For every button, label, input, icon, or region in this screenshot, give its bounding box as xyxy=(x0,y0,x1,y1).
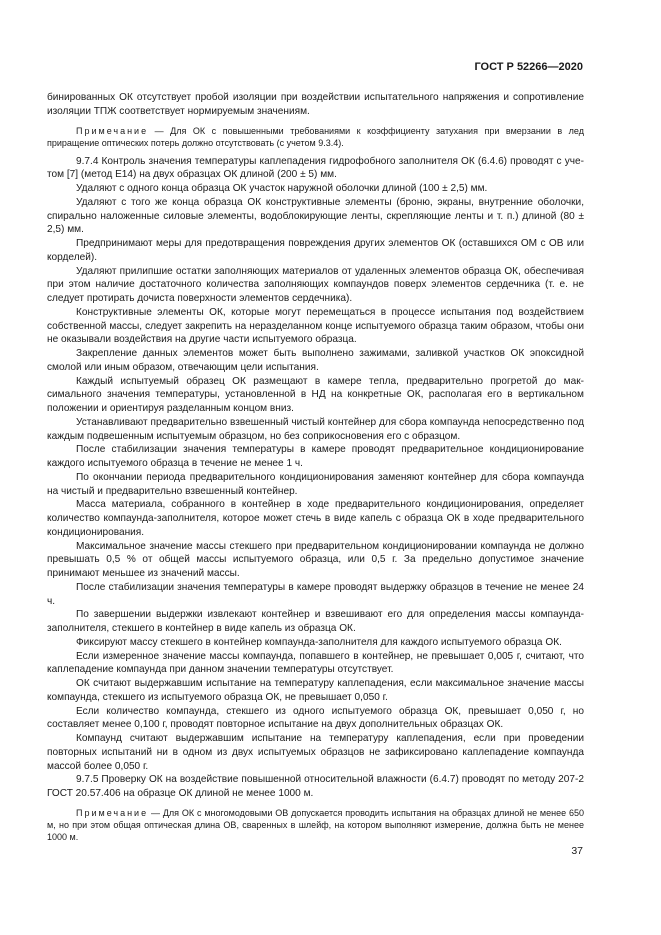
paragraph: Закрепление данных элементов может быть выполнено зажимами, заливкой участков ОК эпоксидной смолой или иным образом, отвечающим цели испытания. xyxy=(47,348,584,373)
standard-header: ГОСТ Р 52266—2020 xyxy=(474,61,583,73)
paragraph: Удаляют с того же конца образца ОК конструктивные элементы (броню, экраны, внутренние оболочки, спирально наложенные силовые элементы, водоблокирующие ленты, скрепляющие ленты и т. п.) длиной (80 ± 2,5) мм. xyxy=(47,196,584,236)
paragraph: Устанавливают предварительно взвешенный чистый контейнер для сбора компаунда непосредственно под каждым подвешенным испытуемым образцом, но без соприкосновения его с образцом. xyxy=(47,416,584,442)
paragraph: Масса материала, собранного в контейнер в ходе предварительного кондиционирования, определяет количество компаунда-заполнителя, которое может стечь в виде капель с образца ОК в ходе предварительного кондиционирования. xyxy=(47,499,584,538)
paragraph: Удаляют прилипшие остатки заполняющих материалов от удаленных элементов образца ОК, обеспечивая при этом наличие достаточного количества заполняющих компаундов поверх элементов сердечника (т. е. не следует протирать дочиста поверхности элементов сердечника). xyxy=(47,265,584,304)
paragraph: Если количество компаунда, стекшего из одного испытуемого образца ОК, превышает 0,050 г, но составляет менее 0,100 г, проводят повторное испытание на двух дополнительных образцах ОК. xyxy=(47,705,584,731)
note-label: Примечание xyxy=(76,125,149,136)
note-text: Для ОК с повышенными требованиями к коэффициенту затухания при вмерзании в лед приращение оптических потерь должно отсутствовать (с учетом 9.3.4). xyxy=(47,125,584,148)
paragraph: Если измеренное значение массы компаунда, попавшего в контейнер, не превышает 0,005 г, считают, что каплепадение компаунда при данном значении температуры отсутствует. xyxy=(47,650,584,676)
paragraph: 9.7.4 Контроль значения температуры каплепадения гидрофобного заполнителя ОК (6.4.6) проводят с учетом [7] (метод Е14) на двух образцах ОК длиной (200 ± 5) мм. xyxy=(47,155,584,181)
paragraph-continuation: бинированных ОК отсутствует пробой изоляции при воздействии испытательного напряжения и сопротивление изоляции ТПЖ соответствует нормируемым значениям. xyxy=(47,92,584,117)
note-1 xyxy=(47,125,584,149)
page-number: 37 xyxy=(571,845,583,857)
paragraph: После стабилизации значения температуры в камере проводят выдержку образцов в течение не менее 24 ч. xyxy=(47,581,584,607)
paragraph: По окончании периода предварительного кондиционирования заменяют контейнер для сбора компаунда на чистый и предварительно взвешенный контейнер. xyxy=(47,471,584,497)
paragraph: Компаунд считают выдержавшим испытание на температуру каплепадения, если при проведении повторных испытаний ни в одном из двух испытуемых образцов не зафиксировано каплепадение компаунда массой более 0,050 г. xyxy=(47,733,584,772)
paragraph: ОК считают выдержавшим испытание на температуру каплепадения, если максимальное значение массы компаунда, стекшего из испытуемого образца ОК, не превышает 0,050 г. xyxy=(47,678,584,703)
paragraph: Максимальное значение массы стекшего при предварительном кондиционировании компаунда не должно превышать 0,5 % от общей массы испытуемого образца, или 0,5 г. За предельно допустимое значение принимают меньшее из значений массы. xyxy=(47,540,584,579)
paragraph: По завершении выдержки извлекают контейнер и взвешивают его для определения массы компаунда-заполнителя, стекшего в контейнер в виде капель из образца ОК. xyxy=(47,609,584,634)
paragraph: После стабилизации значения температуры в камере проводят предварительное кондиционирование каждого испытуемого образца в течение не менее 1 ч. xyxy=(47,444,584,469)
paragraph: 9.7.5 Проверку ОК на воздействие повышенной относительной влажности (6.4.7) проводят по методу 207-2 ГОСТ 20.57.406 на образце ОК длиной не менее 1000 м. xyxy=(47,774,584,799)
note-label: Примечание xyxy=(76,807,149,818)
note-dash: — xyxy=(148,125,171,136)
paragraph: Каждый испытуемый образец ОК размещают в камере тепла, предварительно прогретой до максимального значения температуры, установленной в НД на конкретные ОК, располагая его в вертикальном положении и ориентируя разделанным концом вниз. xyxy=(47,375,584,414)
paragraph: Предпринимают меры для предотвращения повреждения других элементов ОК (оставшихся ОМ с ОВ или корделей). xyxy=(47,238,584,263)
page-body xyxy=(47,91,584,849)
note-text: Для ОК с многомодовыми ОВ допускается проводить испытания на образцах длиной не менее 650 м, но при этом общая оптическая длина ОВ, сваренных в шлейф, на котором выполняют измерение, должна быть не менее 1000 м. xyxy=(47,807,584,842)
paragraph: Фиксируют массу стекшего в контейнер компаунда-заполнителя для каждого испытуемого образца ОК. xyxy=(76,636,562,648)
paragraph: Конструктивные элементы ОК, которые могут перемещаться в процессе испытания под воздействием собственной массы, следует закрепить на неразделанном конце испытуемого образца таким образом, чтобы они не оказывали воздействия на другие части испытуемого образца. xyxy=(47,306,584,346)
note-2 xyxy=(47,807,584,843)
paragraph: Удаляют с одного конца образца ОК участок наружной оболочки длиной (100 ± 2,5) мм. xyxy=(76,183,488,194)
note-dash: — xyxy=(148,807,163,818)
